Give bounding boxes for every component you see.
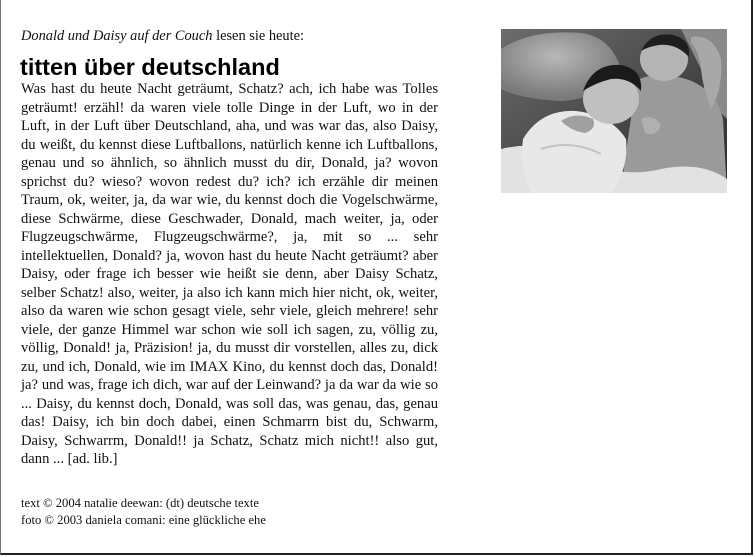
text-credit: text © 2004 natalie deewan: (dt) deutsche texte bbox=[21, 496, 259, 510]
series-title: Donald und Daisy auf der Couch bbox=[21, 28, 213, 44]
credits bbox=[21, 495, 266, 529]
intro-suffix: lesen sie heute: bbox=[212, 28, 304, 44]
photo-credit: foto © 2003 daniela comani: eine glückliche ehe bbox=[21, 513, 266, 527]
couple-photo bbox=[501, 29, 727, 193]
intro-line bbox=[21, 27, 304, 45]
body-text: Was hast du heute Nacht geträumt, Schatz? ach, ich habe was Tolles geträumt! erzähl! da waren viele tolle Dinge in der Luft, wo in der Luft, in der Luft über Deutschland, aha, und was war das, also Daisy, du weißt, du kennst diese Luftballons, natürlich kenne ich Luftballons, genau und so ähnlich, so ähnlich musst du dir, Donald, ja? wovon sprichst du? wieso? wovon redest du? ich? ich erzähle dir meinen Traum, ok, weiter, ja, da war wie, du kennst doch die Vogelschwärme, diese Schwärme, diese Geschwader, Donald, mach weiter, ja, oder Flugzeugschwärme, Flugzeugschwärme?, ja, mit so ... sehr intellektuellen, Donald? ja, wovon hast du heute Nacht geträumt? aber Daisy, oder frage ich besser wie heißt sie denn, aber Daisy Schatz, selber Schatz! also, weiter, ja also ich kann mich hier nicht, ok, weiter, also da waren wie schon gesagt viele, sehr viele, gleich mehrere! sehr viele, der ganze Himmel war schon wie soll ich sagen, zu, völlig zu, völlig, Donald! ja, Präzision! ja, du musst dir vorstellen, alles zu, dick zu, und ich, Donald, wie im IMAX Kino, du kennst doch das, Donald! ja? und was, frage ich dich, war auf der Leinwand? ja da war da wie so ... Daisy, du kennst doch, Donald, was soll das, was genau, das, genau das! Daisy, ich bin doch dabei, einen Schmarrn bist du, Schwarm, Daisy, Schwarrm, Donald!! ja Schatz, Schatz mich nicht!! also gut, dann ... [ad. lib.] bbox=[21, 81, 438, 467]
page-title: titten über deutschland bbox=[20, 54, 280, 80]
couple-photo-illustration bbox=[501, 29, 727, 193]
